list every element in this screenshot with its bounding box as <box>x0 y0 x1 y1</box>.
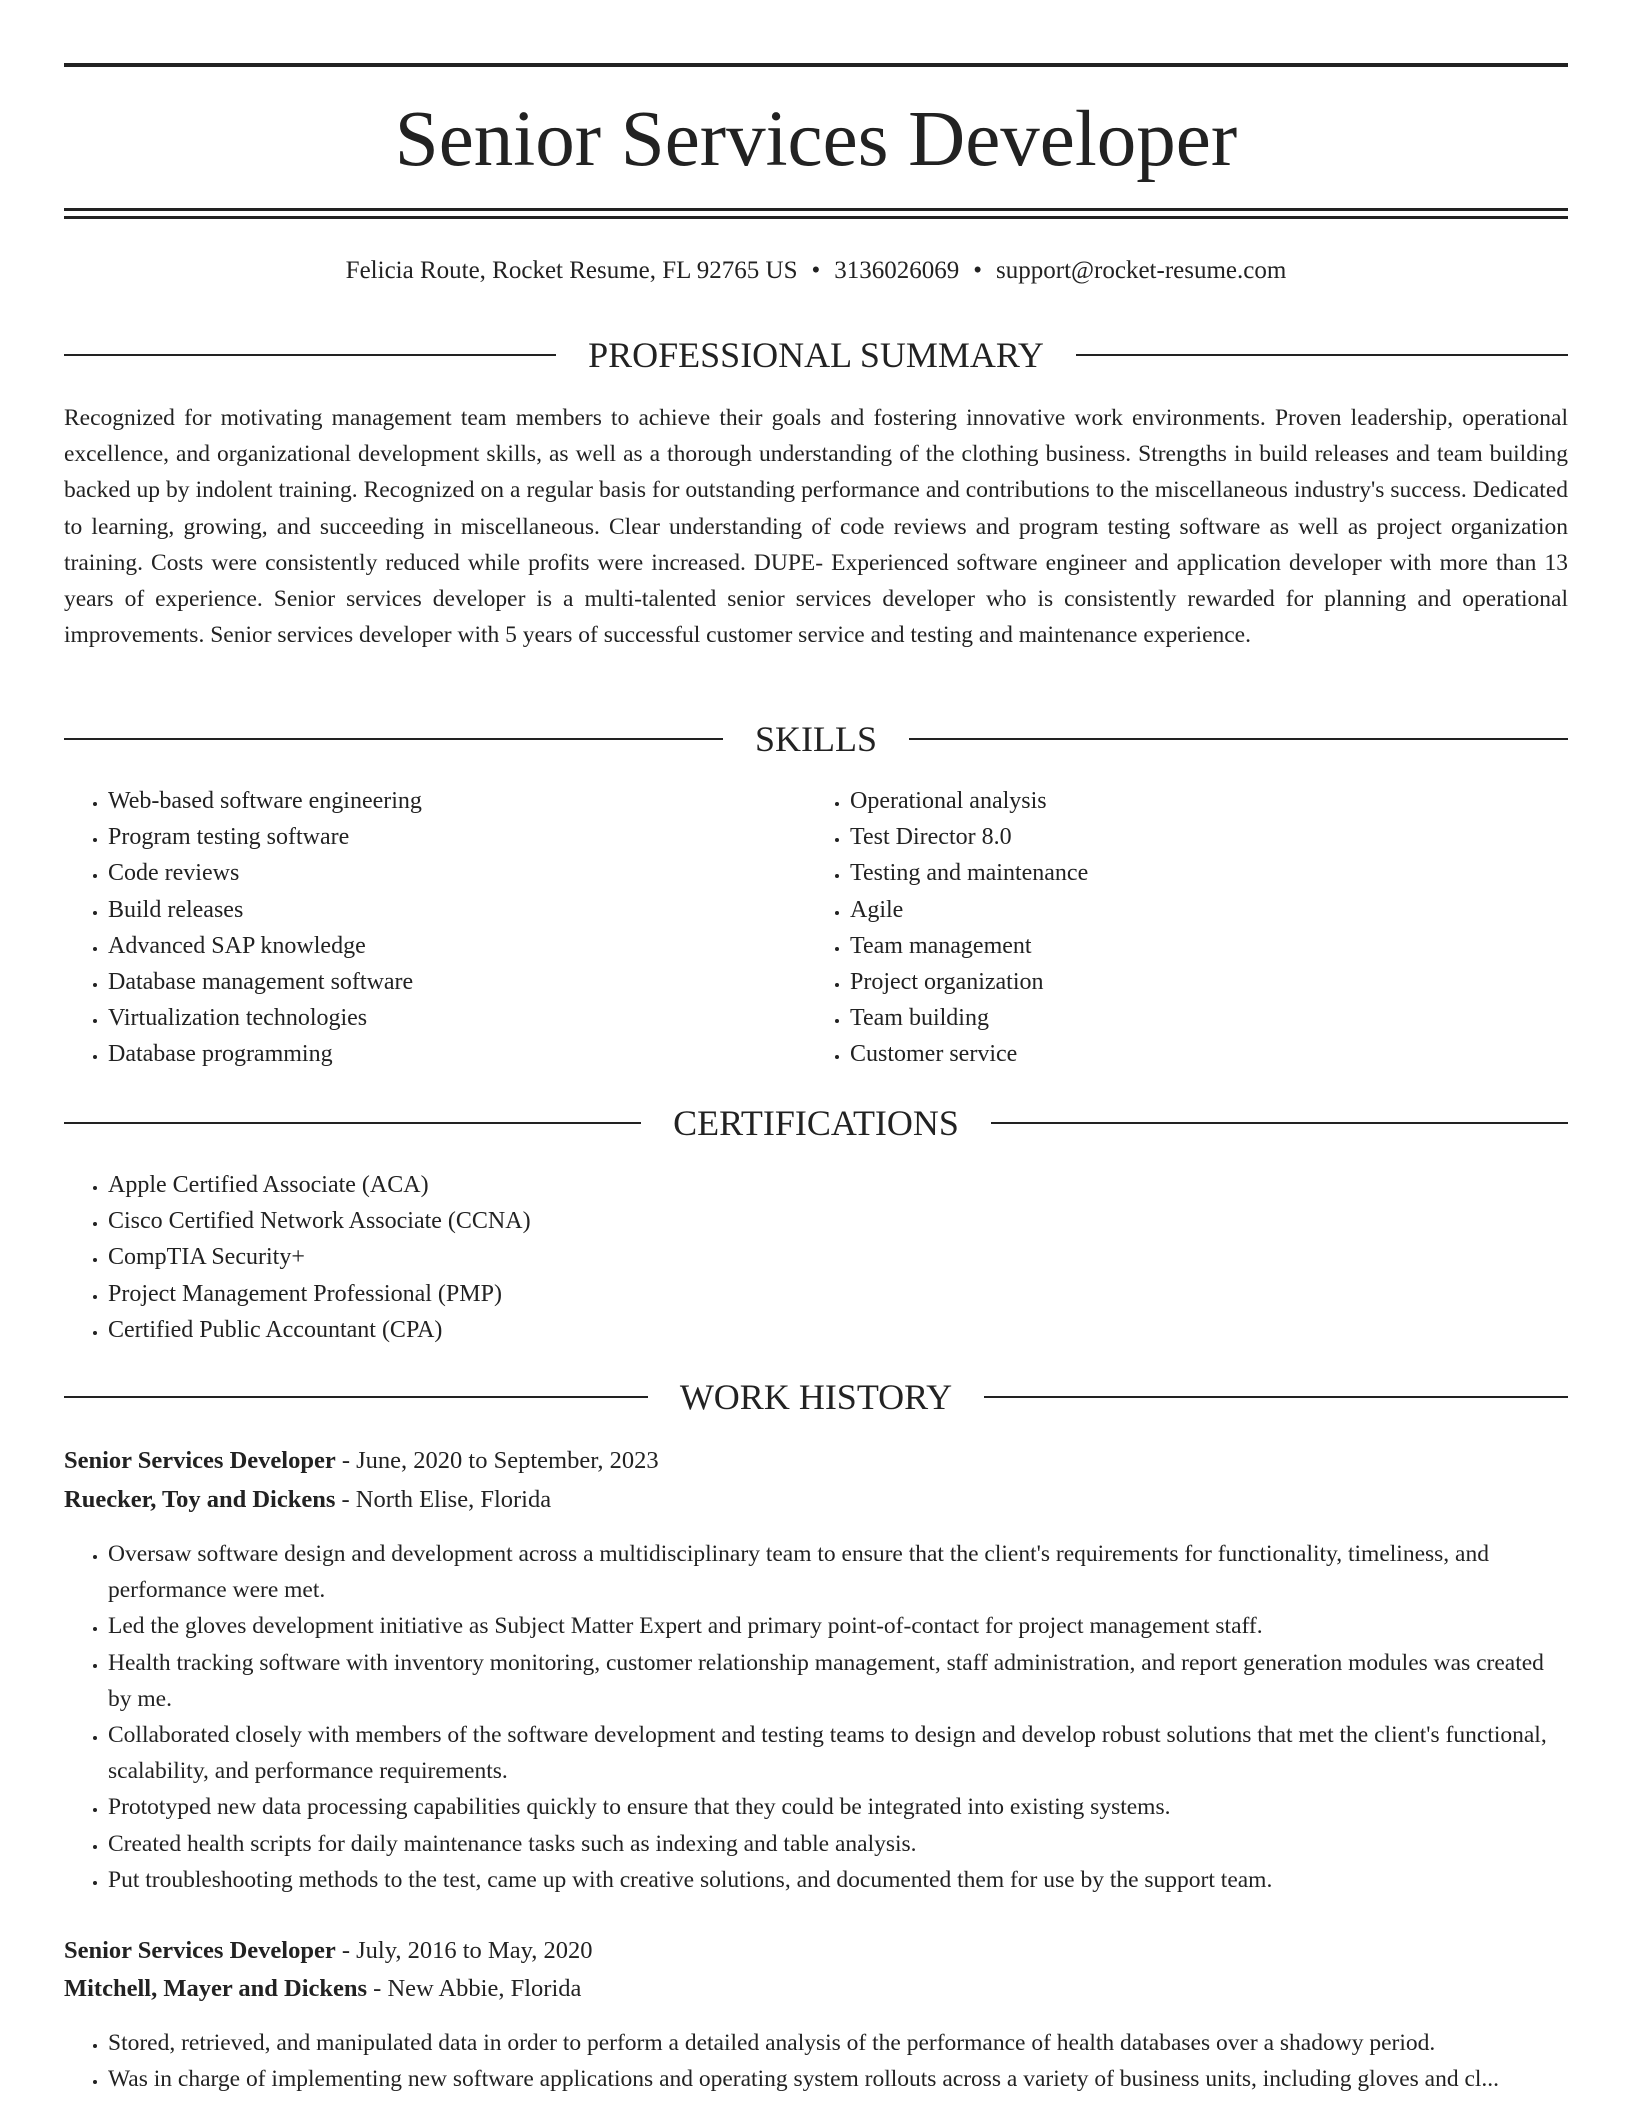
job-company: Mitchell, Mayer and Dickens <box>64 1975 368 2002</box>
job-title-line <box>64 1932 1568 1970</box>
skills-section-heading <box>64 717 1568 761</box>
certification-item: • Certified Public Accountant (CPA) <box>108 1312 1564 1348</box>
heading-rule-right <box>909 738 1568 740</box>
job-location: - New Abbie, Florida <box>367 1975 582 2002</box>
job-bullets <box>64 1536 1568 1898</box>
contact-line <box>64 254 1568 288</box>
skills-column-left <box>64 783 764 1073</box>
summary-section-heading <box>64 333 1568 377</box>
skill-item: • Project organization <box>850 964 1506 1000</box>
job-dates: - June, 2020 to September, 2023 <box>335 1447 659 1474</box>
skill-item: • Database management software <box>108 964 764 1000</box>
summary-text: Recognized for motivating management team members to achieve their goals and fostering innovative work environments. Proven leadership, operational excellence, and organizational development skills, as well as a thorough understanding of the clothing business. Strengths in build releases and team building backed up by indolent training. Recognized on a regular basis for outstanding performance and contributions to the miscellaneous industry's success. Dedicated to learning, growing, and succeeding in miscellaneous. Clear understanding of code reviews and program testing software as well as project organization training. Costs were consistently reduced while profits were increased. DUPE- Experienced software engineer and application developer with more than 13 years of experience. Senior services developer is a multi-talented senior services developer who is consistently rewarded for planning and operational improvements. Senior services developer with 5 years of successful customer service and testing and maintenance experience. <box>64 405 1568 649</box>
skill-item: • Database programming <box>108 1036 764 1072</box>
certifications-section-heading <box>64 1101 1568 1145</box>
skill-item: • Customer service <box>850 1036 1506 1072</box>
job-bullet: • Collaborated closely with members of the software development and testing teams to design and develop robust solutions that met the client's functional, scalability, and performance requirements. <box>108 1717 1568 1789</box>
job-dates: - July, 2016 to May, 2020 <box>335 1937 593 1964</box>
resume-title: Senior Services Developer <box>394 96 1238 183</box>
contact-email: support@rocket-resume.com <box>996 257 1287 284</box>
heading-rule-right <box>991 1122 1568 1124</box>
skill-item: • Agile <box>850 892 1506 928</box>
certifications-heading-label: CERTIFICATIONS <box>673 1103 959 1143</box>
summary-heading-label: PROFESSIONAL SUMMARY <box>588 335 1044 375</box>
top-rule <box>64 63 1568 67</box>
heading-rule-right <box>984 1396 1568 1398</box>
job-bullet: • Prototyped new data processing capabilities quickly to ensure that they could be integrated into existing systems. <box>108 1789 1568 1825</box>
certification-item: • Cisco Certified Network Associate (CCNA) <box>108 1203 1564 1239</box>
certification-item: • Apple Certified Associate (ACA) <box>108 1167 1564 1203</box>
title-rule-upper <box>64 208 1568 211</box>
heading-rule-right <box>1076 354 1568 356</box>
certifications-list <box>64 1167 1564 1348</box>
job-bullet: • Was in charge of implementing new software applications and operating system rollouts across a variety of business units, including gloves and cl... <box>108 2061 1568 2097</box>
job-bullet: • Oversaw software design and development across a multidisciplinary team to ensure that the client's requirements for functionality, timeliness, and performance were met. <box>108 1536 1568 1608</box>
job-bullet: • Health tracking software with inventory monitoring, customer relationship management, staff administration, and report generation modules was created by me. <box>108 1645 1568 1717</box>
skill-item: • Operational analysis <box>850 783 1506 819</box>
skill-item: • Build releases <box>108 892 764 928</box>
skill-item: • Testing and maintenance <box>850 855 1506 891</box>
skill-item: • Code reviews <box>108 855 764 891</box>
job-bullet: • Put troubleshooting methods to the test, came up with creative solutions, and documented them for use by the support team. <box>108 1862 1568 1898</box>
skill-item: • Web-based software engineering <box>108 783 764 819</box>
job-title-line <box>64 1442 1568 1480</box>
skill-item: • Virtualization technologies <box>108 1000 764 1036</box>
job-title: Senior Services Developer <box>64 1937 336 1964</box>
work-history-section-heading <box>64 1375 1568 1419</box>
job-location: - North Elise, Florida <box>335 1486 552 1513</box>
skill-item: • Advanced SAP knowledge <box>108 928 764 964</box>
skill-item: • Team management <box>850 928 1506 964</box>
contact-phone: 3136026069 <box>834 257 960 284</box>
skill-item: • Test Director 8.0 <box>850 819 1506 855</box>
title-rule-lower <box>64 216 1568 219</box>
skill-item: • Team building <box>850 1000 1506 1036</box>
job-company: Ruecker, Toy and Dickens <box>64 1486 336 1513</box>
job-bullet: • Led the gloves development initiative as Subject Matter Expert and primary point-of-contact for project management staff. <box>108 1608 1568 1644</box>
heading-rule-left <box>64 1122 641 1124</box>
job-company-line <box>64 1481 1568 1519</box>
skills-heading-label: SKILLS <box>755 719 878 759</box>
job-bullet: • Stored, retrieved, and manipulated data in order to perform a detailed analysis of the performance of health databases over a shadowy period. <box>108 2025 1568 2061</box>
contact-address: Felicia Route, Rocket Resume, FL 92765 US <box>345 257 798 284</box>
job-bullet: • Created health scripts for daily maintenance tasks such as indexing and table analysis. <box>108 1826 1568 1862</box>
contact-separator: • <box>811 257 821 284</box>
job-bullets <box>64 2025 1568 2097</box>
certification-item: • Project Management Professional (PMP) <box>108 1276 1564 1312</box>
work-history-heading-label: WORK HISTORY <box>679 1377 953 1417</box>
contact-separator: • <box>973 257 983 284</box>
heading-rule-left <box>64 1396 648 1398</box>
job-company-line <box>64 1970 1568 2008</box>
skill-item: • Program testing software <box>108 819 764 855</box>
heading-rule-left <box>64 354 556 356</box>
certification-item: • CompTIA Security+ <box>108 1239 1564 1275</box>
skills-column-right <box>806 783 1506 1073</box>
heading-rule-left <box>64 738 723 740</box>
job-title: Senior Services Developer <box>64 1447 336 1474</box>
